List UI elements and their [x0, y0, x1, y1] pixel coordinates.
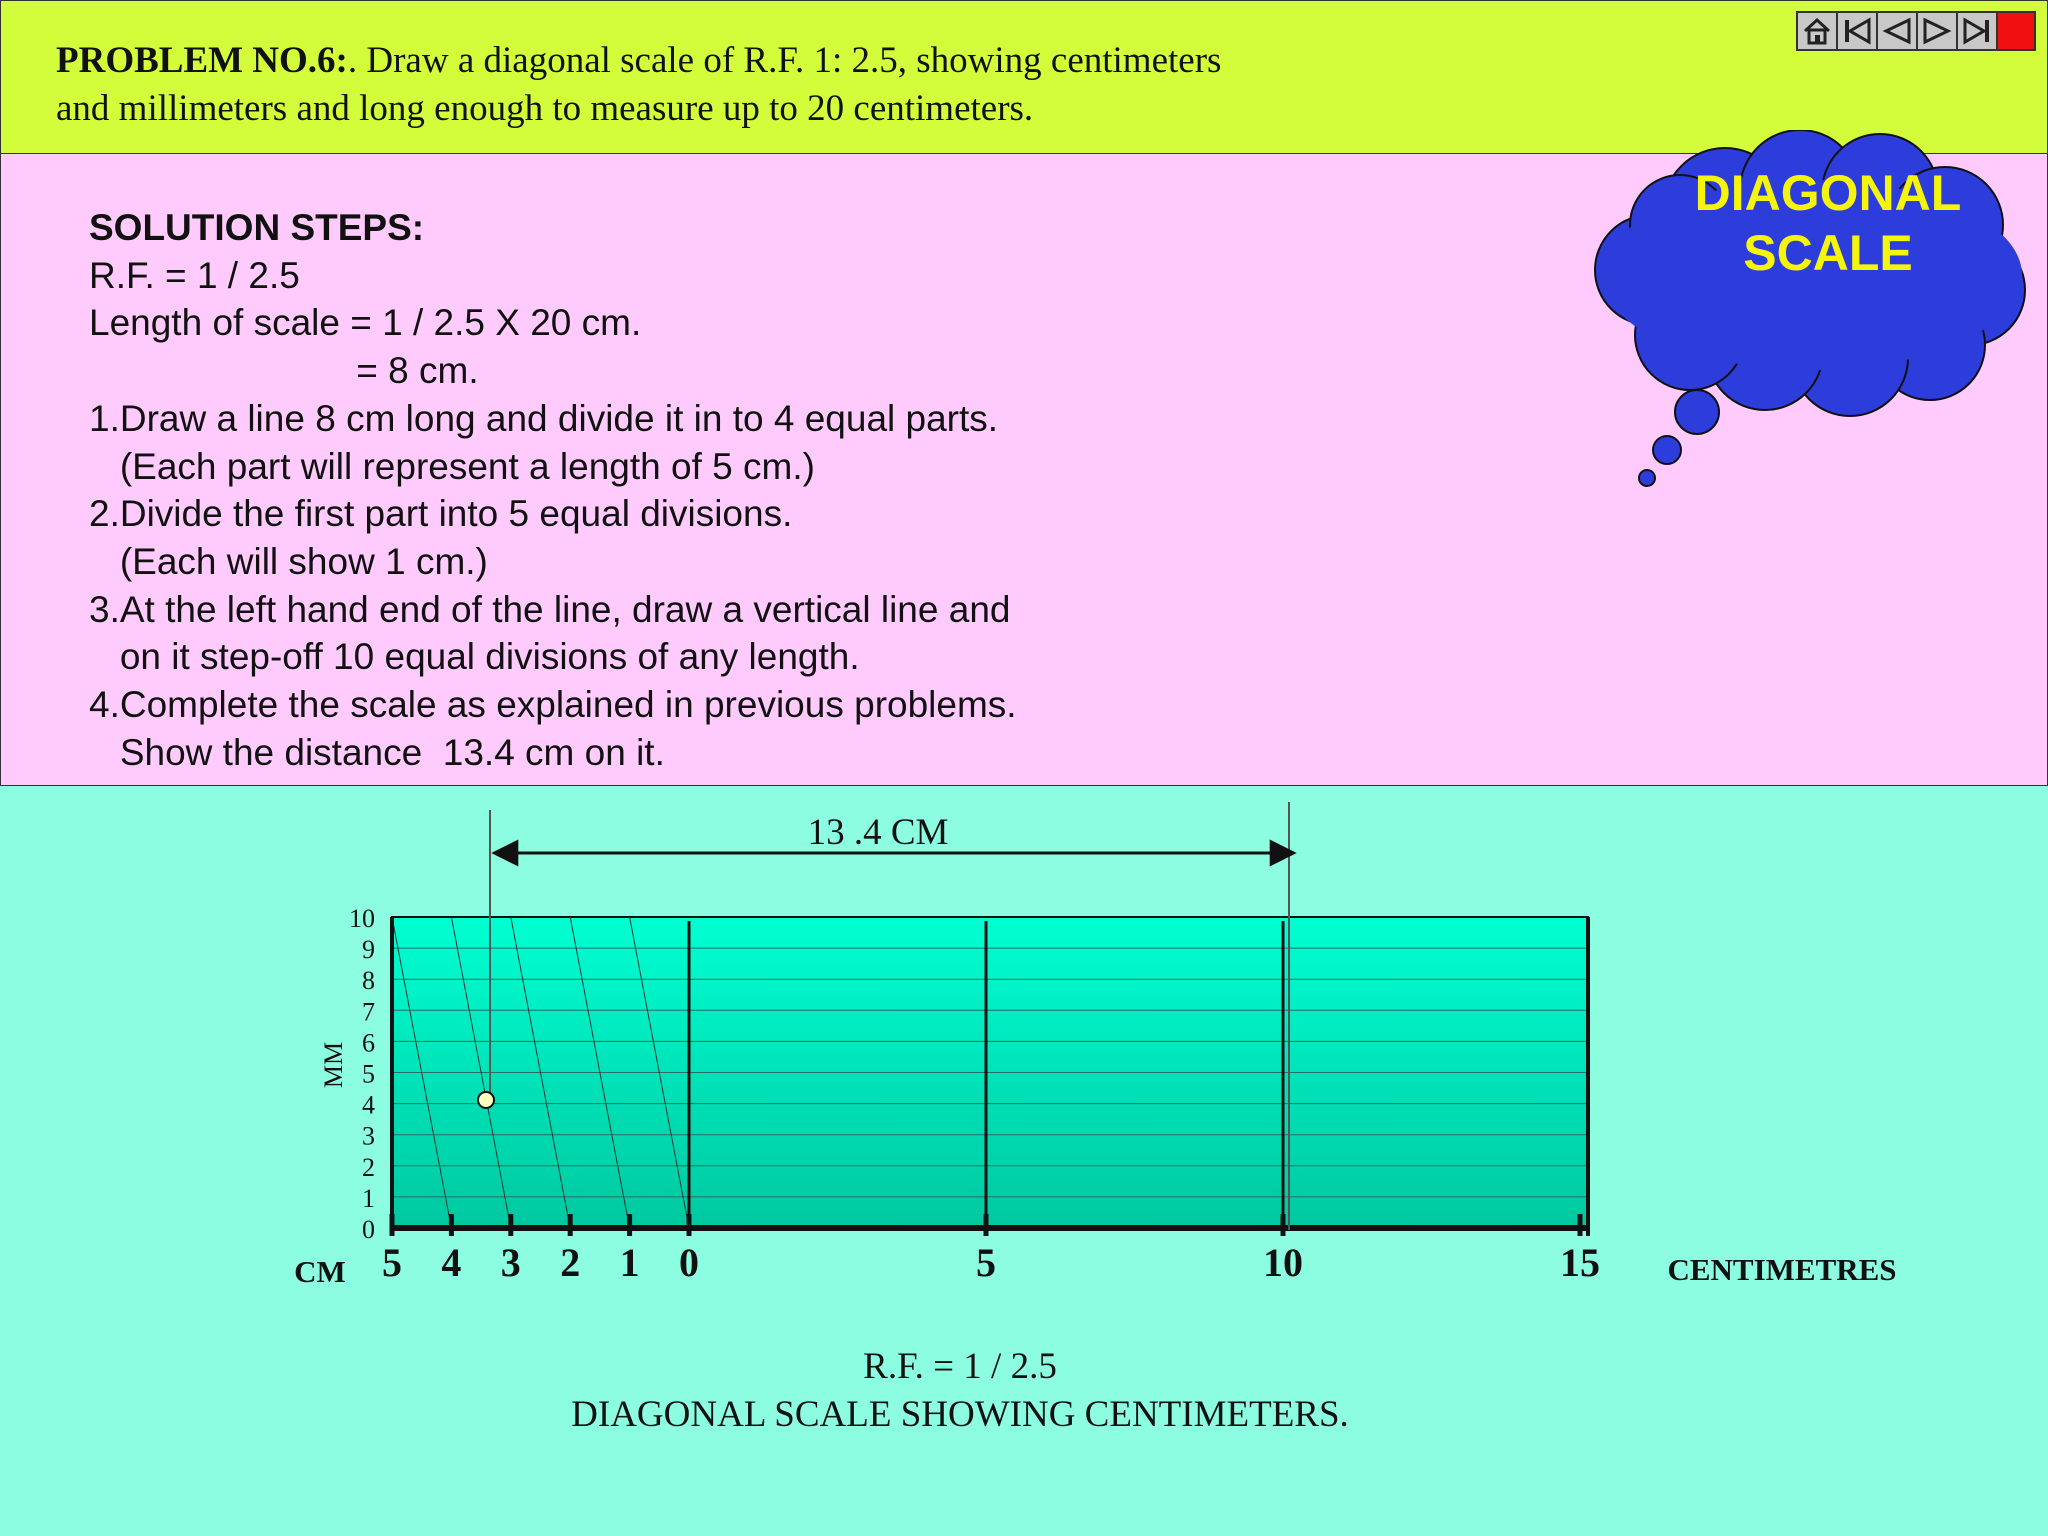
measure-label: 13 .4 CM	[807, 812, 949, 853]
problem-text-line1: . Draw a diagonal scale of R.F. 1: 2.5, showing centimeters	[347, 40, 1222, 81]
mm-tick-label: 9	[362, 935, 375, 965]
steps-title: SOLUTION STEPS:	[89, 207, 425, 248]
problem-label: PROBLEM NO.6:	[56, 40, 348, 81]
step-line: on it step-off 10 equal divisions of any length.	[89, 636, 860, 678]
mm-tick-label: 3	[362, 1121, 375, 1151]
step-line: 1.Draw a line 8 cm long and divide it in to 4 equal parts.	[89, 397, 999, 439]
previous-slide-button[interactable]	[1876, 11, 1918, 51]
caption-rf: R.F. = 1 / 2.5	[863, 1346, 1057, 1387]
cm-tick-label: 15	[1560, 1240, 1600, 1285]
mm-tick-label: 10	[349, 904, 375, 933]
mm-tick-label: 4	[362, 1090, 375, 1120]
problem-statement	[56, 37, 1221, 133]
mm-axis-label: MM	[319, 1041, 348, 1089]
cm-tick-label: 3	[500, 1240, 521, 1285]
cm-tick-label: 5	[382, 1240, 402, 1285]
cm-axis-label: CM	[294, 1254, 346, 1289]
mm-tick-label: 6	[362, 1028, 375, 1058]
thought-bubble-small	[1639, 470, 1655, 486]
mm-tick-label: 1	[362, 1183, 375, 1213]
figure-caption	[0, 1343, 1920, 1439]
cm-tick-label: 2	[560, 1240, 581, 1285]
diagonal-scale-callout	[1550, 130, 2048, 500]
callout-line1: DIAGONAL	[1694, 165, 1962, 221]
cm-tick-labels	[382, 1240, 1600, 1285]
units-label: CENTIMETRES	[1667, 1252, 1897, 1287]
caption-title: DIAGONAL SCALE SHOWING CENTIMETERS.	[571, 1394, 1349, 1435]
measured-point	[478, 1092, 494, 1108]
mm-tick-label: 5	[362, 1059, 375, 1089]
next-slide-button[interactable]	[1916, 11, 1958, 51]
end-show-button[interactable]	[1996, 11, 2036, 51]
problem-text-line2: and millimeters and long enough to measure up to 20 centimeters.	[56, 88, 1034, 129]
cm-tick-label: 10	[1263, 1240, 1303, 1285]
step-line: = 8 cm.	[89, 350, 479, 392]
home-icon	[1801, 16, 1833, 46]
solution-steps	[89, 204, 1017, 776]
callout-line2: SCALE	[1743, 225, 1913, 281]
step-line: R.F. = 1 / 2.5	[89, 254, 300, 296]
first-slide-icon	[1841, 16, 1873, 46]
cm-tick-label: 1	[619, 1240, 640, 1285]
previous-slide-icon	[1881, 16, 1913, 46]
thought-bubble-medium	[1653, 436, 1681, 464]
last-slide-icon	[1961, 16, 1993, 46]
step-line: 3.At the left hand end of the line, draw a vertical line and	[89, 588, 1011, 630]
next-slide-icon	[1921, 16, 1953, 46]
step-line: (Each part will represent a length of 5 cm.)	[89, 445, 815, 487]
mm-tick-label: 8	[362, 966, 375, 996]
thought-bubble-large	[1675, 390, 1719, 434]
slide-navigation	[1796, 11, 2036, 53]
diagonal-scale-diagram	[0, 786, 2048, 1326]
step-line: (Each will show 1 cm.)	[89, 540, 488, 582]
step-line: 4.Complete the scale as explained in previous problems.	[89, 684, 1017, 726]
step-line: Length of scale = 1 / 2.5 X 20 cm.	[89, 302, 642, 344]
cm-tick-label: 0	[679, 1240, 699, 1285]
home-button[interactable]	[1796, 11, 1838, 51]
mm-tick-label: 7	[362, 997, 375, 1027]
mm-tick-label: 0	[362, 1215, 375, 1244]
cm-tick-label: 5	[976, 1240, 996, 1285]
mm-tick-labels	[349, 904, 375, 1244]
cm-tick-label: 4	[441, 1240, 462, 1285]
step-line: 2.Divide the first part into 5 equal divisions.	[89, 493, 793, 535]
last-slide-button[interactable]	[1956, 11, 1998, 51]
step-line: Show the distance 13.4 cm on it.	[89, 731, 665, 773]
first-slide-button[interactable]	[1836, 11, 1878, 51]
mm-tick-label: 2	[362, 1152, 375, 1182]
